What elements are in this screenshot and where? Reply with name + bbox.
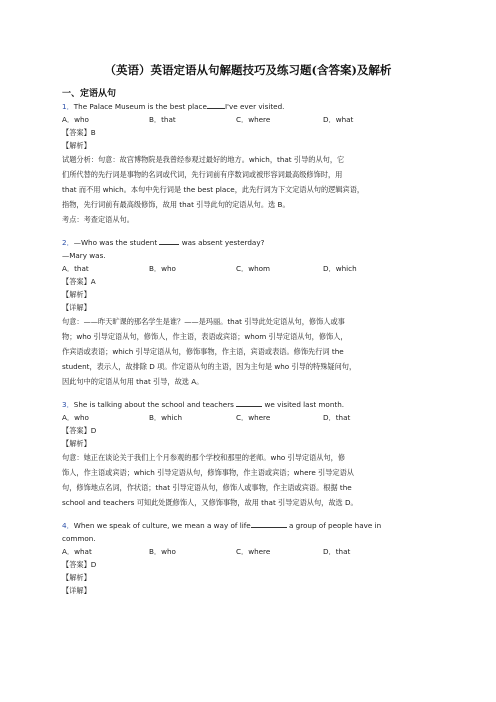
option-d: D．which xyxy=(323,264,357,273)
question-stem: The Palace Museum is the best place xyxy=(73,102,207,111)
answer-blank xyxy=(251,519,287,528)
question-4 xyxy=(62,519,436,597)
question-stem-end: we visited last month. xyxy=(264,400,345,409)
detail-tag: 【详解】 xyxy=(62,586,91,595)
answer-line: 【答案】A xyxy=(62,277,96,286)
question-stem-end: was absent yesterday? xyxy=(181,238,265,247)
question-stem-end: a group of people have in xyxy=(288,521,382,530)
option-b: B．that xyxy=(149,115,176,124)
question-stem: —Who was the student xyxy=(73,238,158,247)
answer-line: 【答案】D xyxy=(62,560,97,569)
answer-line: 【答案】D xyxy=(62,426,97,435)
analysis-tag: 【解析】 xyxy=(62,141,91,150)
options xyxy=(62,411,436,424)
option-c: C．where xyxy=(236,547,271,556)
option-b: B．who xyxy=(149,547,176,556)
question-stem: She is talking about the school and teachers xyxy=(73,400,234,409)
analysis-tag: 【解析】 xyxy=(62,439,91,448)
analysis-text: 句意：——昨天旷课的那名学生是谁？——是玛丽。that 引导此处定语从句，修饰人或事 物；who 引导定语从句，修饰人，作主语，表语或宾语；whom 引导定语从句，修饰人， 作宾语或表语；which 引导定语从句，修饰事物，作主语，宾语或表语。修饰先行词 the student，表示人，故排除 D 项。作定语从句的主语，因为主句是 who 引导的特殊疑问句， 因此句中的定语从句用 that 引导，故选 A。 xyxy=(62,317,357,386)
option-a: A．who xyxy=(62,413,89,422)
analysis-tag: 【解析】 xyxy=(62,290,91,299)
question-3 xyxy=(62,398,436,510)
question-number: 2． xyxy=(62,238,74,247)
analysis-tag: 【解析】 xyxy=(62,573,91,582)
analysis-text: 句意：她正在谈论关于我们上个月参观的那个学校和那里的老师。who 引导定语从句，修 饰人，作主语或宾语；which 引导定语从句，修饰事物，作主语或宾语；where 引导定语从 句，修饰地点名词，作状语；that 引导定语从句，修饰人或事物，作主语或宾语。根据 the school and teachers 可知此处既修饰人，又修饰事物，故用 that 引导定语从句，故选 D。 xyxy=(62,453,358,507)
option-c: C．where xyxy=(236,115,271,124)
question-number: 1． xyxy=(62,102,74,111)
question-2 xyxy=(62,236,436,389)
question-stem-line2: —Mary was. xyxy=(62,251,106,260)
answer-value: D xyxy=(90,560,97,569)
section-heading: 一、定语从句 xyxy=(62,89,117,99)
option-d: D．what xyxy=(323,115,354,124)
options xyxy=(62,113,436,126)
question-1 xyxy=(62,100,436,227)
option-a: A．that xyxy=(62,264,89,273)
document-title: （英语）英语定语从句解题技巧及练习题(含答案)及解析 xyxy=(104,63,392,77)
option-d: D．that xyxy=(323,413,351,422)
options xyxy=(62,262,436,275)
option-a: A．who xyxy=(62,115,89,124)
answer-blank xyxy=(207,100,225,109)
question-number: 4． xyxy=(62,521,74,530)
option-b: B．who xyxy=(149,264,176,273)
answer-line: 【答案】B xyxy=(62,128,96,137)
option-b: B．which xyxy=(149,413,183,422)
question-stem: When we speak of culture, we mean a way of life xyxy=(73,521,251,530)
answer-value: D xyxy=(90,426,97,435)
note: 考点：考查定语从句。 xyxy=(62,215,134,224)
analysis-text: 试题分析：句意：故宫博物院是我曾经参观过最好的地方。which，that 引导的从句，它 们所代替的先行词是事物的名词或代词，先行词前有序数词或被形容词最高级修饰时，用 that 而不用 which。本句中先行词是 the best place，此先行词为下文定语从句的逻辑宾语， 指物，先行词前有最高级修饰，故用 that 引导此句的定语从句。选 B。 考点：考查定语从句。 xyxy=(62,152,436,227)
option-d: D．that xyxy=(323,547,351,556)
option-c: C．whom xyxy=(236,264,271,273)
option-c: C．where xyxy=(236,413,271,422)
answer-value: B xyxy=(90,128,96,137)
answer-blank xyxy=(159,236,179,245)
options xyxy=(62,545,436,558)
question-stem-end: I've ever visited. xyxy=(224,102,285,111)
question-number: 3． xyxy=(62,400,74,409)
answer-blank xyxy=(236,398,262,407)
detail-tag: 【详解】 xyxy=(62,303,91,312)
content xyxy=(62,100,436,597)
option-a: A．what xyxy=(62,547,92,556)
question-stem-line2: common. xyxy=(62,534,96,543)
answer-value: A xyxy=(90,277,96,286)
